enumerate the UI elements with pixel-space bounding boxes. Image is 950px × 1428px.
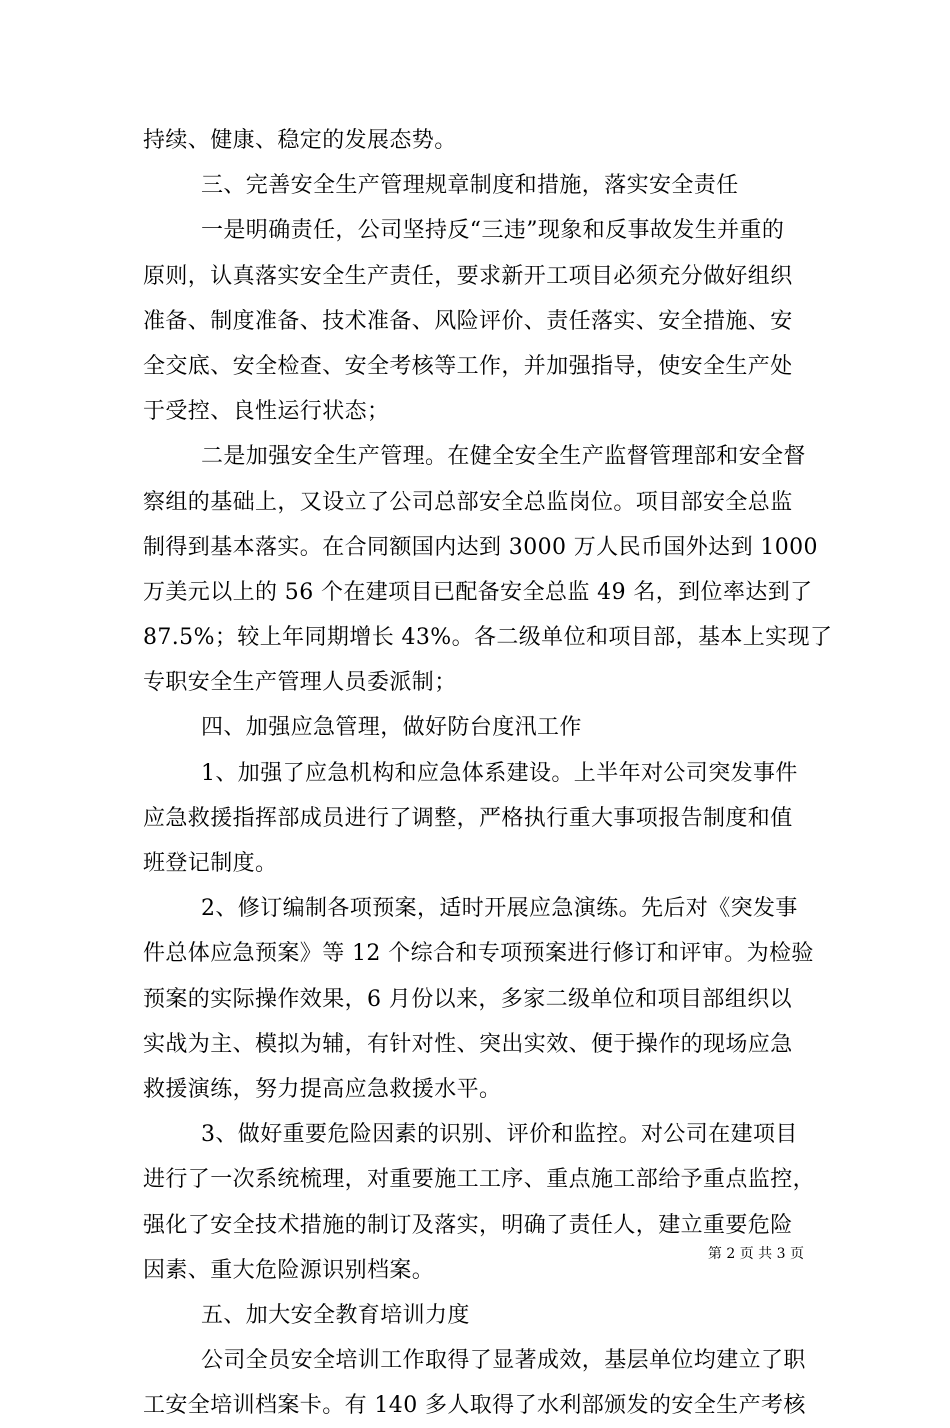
text-line: 制得到基本落实。在合同额国内达到 3000 万人民币国外达到 1000 [143,534,818,560]
document-body [143,118,833,1428]
text-line: 应急救援指挥部成员进行了调整，严格执行重大事项报告制度和值 [143,805,793,831]
text-line: 察组的基础上，又设立了公司总部安全总监岗位。项目部安全总监 [143,489,793,515]
text-line: 专职安全生产管理人员委派制； [143,670,457,696]
text-line: 进行了一次系统梳理，对重要施工工序、重点施工部给予重点监控， [143,1167,816,1193]
text-line: 持续、健康、稳定的发展态势。 [143,128,457,153]
text-line: 于受控、良性运行状态； [143,399,390,425]
text-line: 因素、重大危险源识别档案。 [143,1257,435,1283]
section-heading: 五、加大安全教育培训力度 [201,1302,470,1328]
paragraph-start: 一是明确责任，公司坚持反“三违”现象和反事故发生并重的 [201,218,785,244]
paragraph-start: 2、修订编制各项预案，适时开展应急演练。先后对《突发事 [201,896,798,922]
text-line: 件总体应急预案》等 12 个综合和专项预案进行修订和评审。为检验 [143,941,814,967]
text-line: 万美元以上的 56 个在建项目已配备安全总监 49 名，到位率达到了 [143,579,813,605]
section-heading: 三、完善安全生产管理规章制度和措施，落实安全责任 [201,173,739,199]
text-line: 准备、制度准备、技术准备、风险评价、责任落实、安全措施、安 [143,308,793,334]
text-line: 强化了安全技术措施的制订及落实，明确了责任人，建立重要危险 [143,1212,793,1238]
text-line: 87.5%；较上年同期增长 43%。各二级单位和项目部，基本上实现了 [143,625,833,651]
paragraph-start: 1、加强了应急机构和应急体系建设。上半年对公司突发事件 [201,760,798,786]
text-line: 全交底、安全检查、安全考核等工作，并加强指导，使安全生产处 [143,353,793,379]
text-line: 班登记制度。 [143,851,278,876]
text-line: 实战为主、模拟为辅，有针对性、突出实效、便于操作的现场应急 [143,1031,793,1057]
text-line: 预案的实际操作效果，6 月份以来，多家二级单位和项目部组织以 [143,986,792,1012]
text-line: 原则，认真落实安全生产责任，要求新开工项目必须充分做好组织 [143,263,793,289]
paragraph-start: 3、做好重要危险因素的识别、评价和监控。对公司在建项目 [201,1122,798,1148]
text-line: 工安全培训档案卡。有 140 多人取得了水利部颁发的安全生产考核 [143,1393,806,1419]
page-number: 第 2 页 共 3 页 [707,1246,804,1262]
paragraph-start: 公司全员安全培训工作取得了显著成效，基层单位均建立了职 [201,1348,806,1374]
paragraph-start: 二是加强安全生产管理。在健全安全生产监督管理部和安全督 [201,444,806,470]
text-line: 救援演练，努力提高应急救援水平。 [143,1076,502,1102]
section-heading: 四、加强应急管理，做好防台度汛工作 [201,715,582,741]
